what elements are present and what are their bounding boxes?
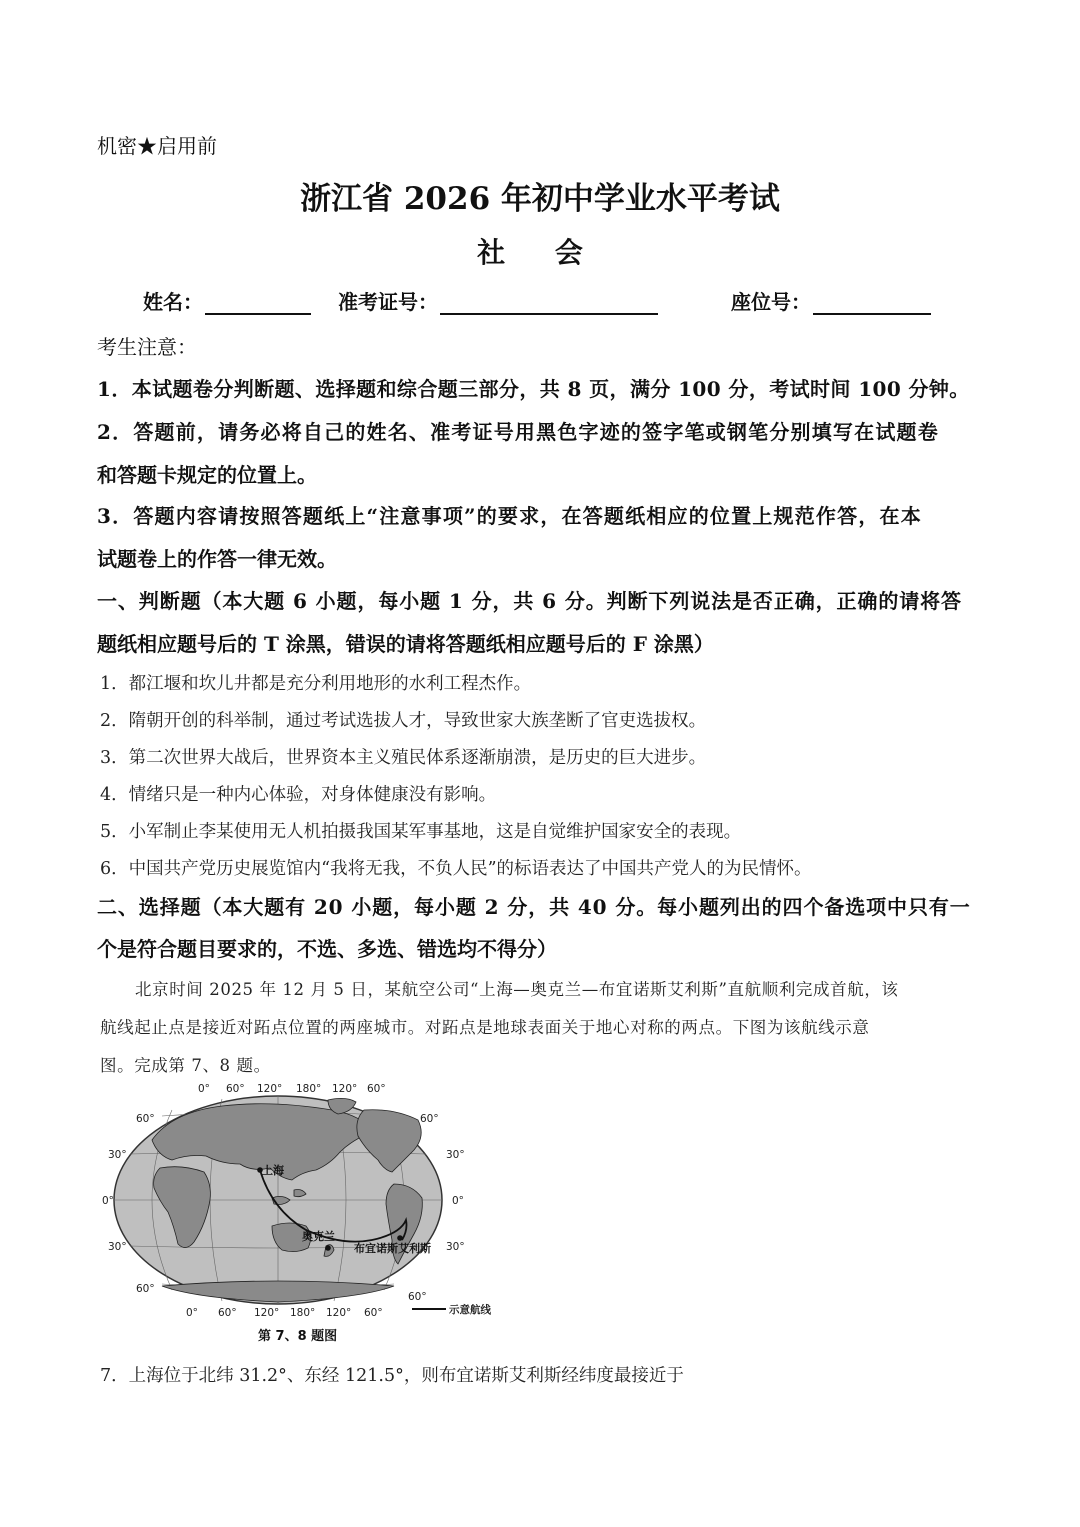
seat-field: [731, 286, 931, 315]
map-lat-right-label: 60°: [408, 1291, 427, 1303]
map-lat-right-label: 30°: [446, 1149, 465, 1161]
notice-item-2-line-1: 2．答题前，请务必将自己的姓名、准考证号用黑色字迹的签字笔或钢笔分别填写在试题卷: [97, 420, 939, 444]
map-lat-right-label: 60°: [420, 1113, 439, 1125]
exam-title: 浙江省 2026 年初中学业水平考试: [300, 181, 780, 217]
judgment-question-5: 5．小军制止李某使用无人机拍摄我国某军事基地，这是自觉维护国家安全的表现。: [100, 822, 742, 842]
judgment-question-1: 1．都江堰和坎儿井都是充分利用地形的水利工程杰作。: [100, 674, 532, 694]
map-lat-right-label: 30°: [446, 1241, 465, 1253]
map-lon-top-label: 0°: [198, 1083, 210, 1095]
map-city-buenos-aires: 布宜诺斯艾利斯: [354, 1242, 431, 1255]
section-1-heading-line-1: 一、判断题（本大题 6 小题，每小题 1 分，共 6 分。判断下列说法是否正确，正确的请将答: [97, 589, 962, 613]
map-lat-left-label: 30°: [108, 1149, 127, 1161]
judgment-question-6: 6．中国共产党历史展览馆内“我将无我，不负人民”的标语表达了中国共产党人的为民情怀。: [100, 859, 812, 879]
seat-label: 座位号：: [731, 290, 811, 314]
section-2-heading-line-1: 二、选择题（本大题有 20 小题，每小题 2 分，共 40 分。每小题列出的四个备选项中只有一: [97, 895, 971, 919]
map-lon-top-label: 60°: [226, 1083, 245, 1095]
map-lon-top-label: 120°: [257, 1083, 283, 1095]
map-lon-bottom-label: 120°: [254, 1307, 280, 1319]
map-lat-left-label: 30°: [108, 1241, 127, 1253]
seat-blank: [813, 291, 931, 315]
notice-item-3-line-2: 试题卷上的作答一律无效。: [97, 547, 337, 571]
exam-id-field: [338, 286, 658, 315]
notice-item-3-line-1: 3．答题内容请按照答题纸上“注意事项”的要求，在答题纸相应的位置上规范作答，在本: [97, 504, 922, 528]
route-map-figure: [102, 1080, 491, 1350]
exam-id-label: 准考证号：: [338, 290, 438, 314]
route-map: [102, 1080, 491, 1350]
map-lon-bottom-label: 60°: [218, 1307, 237, 1319]
passage-line-1: 北京时间 2025 年 12 月 5 日，某航空公司“上海—奥克兰—布宜诺斯艾利斯”直航顺利完成首航，该: [135, 980, 899, 999]
map-lon-bottom-label: 60°: [364, 1307, 383, 1319]
section-2-heading-line-2: 个是符合题目要求的，不选、多选、错选均不得分）: [97, 937, 557, 961]
map-lat-right-label: 0°: [452, 1195, 464, 1207]
judgment-question-2: 2．隋朝开创的科举制，通过考试选拔人才，导致世家大族垄断了官吏选拔权。: [100, 711, 707, 731]
map-lon-top-label: 180°: [296, 1083, 322, 1095]
judgment-question-4: 4．情绪只是一种内心体验，对身体健康没有影响。: [100, 785, 497, 805]
notice-heading: 考生注意：: [97, 335, 197, 359]
map-caption: 第 7、8 题图: [258, 1329, 338, 1344]
name-label: 姓名：: [143, 290, 203, 314]
map-city-auckland: 奥克兰: [302, 1230, 335, 1243]
map-lat-left-label: 0°: [102, 1195, 114, 1207]
map-lat-left-label: 60°: [136, 1283, 155, 1295]
exam-subject: 社 会: [477, 236, 603, 269]
notice-item-1: 1．本试题卷分判断题、选择题和综合题三部分，共 8 页，满分 100 分，考试时间 100 分钟。: [97, 377, 970, 401]
map-lon-top-label: 60°: [367, 1083, 386, 1095]
map-lon-bottom-label: 120°: [326, 1307, 352, 1319]
name-blank: [205, 291, 311, 315]
name-field: [143, 286, 311, 315]
notice-item-2-line-2: 和答题卡规定的位置上。: [97, 463, 317, 487]
passage-line-3: 图。完成第 7、8 题。: [100, 1056, 271, 1075]
map-lon-top-label: 120°: [332, 1083, 358, 1095]
confidential-label: 机密★启用前: [97, 134, 217, 158]
passage-line-2: 航线起止点是接近对跖点位置的两座城市。对跖点是地球表面关于地心对称的两点。下图为该航线示意: [100, 1018, 870, 1037]
map-legend-label: 示意航线: [449, 1304, 491, 1316]
map-lon-bottom-label: 0°: [186, 1307, 198, 1319]
map-city-shanghai: 上海: [262, 1164, 284, 1177]
question-7: 7．上海位于北纬 31.2°、东经 121.5°，则布宜诺斯艾利斯经纬度最接近于: [100, 1366, 684, 1386]
exam-id-blank: [440, 291, 658, 315]
map-buenos-aires-dot: [397, 1235, 403, 1241]
map-auckland-dot: [325, 1245, 331, 1251]
judgment-question-3: 3．第二次世界大战后，世界资本主义殖民体系逐渐崩溃，是历史的巨大进步。: [100, 748, 707, 768]
map-lat-left-label: 60°: [136, 1113, 155, 1125]
section-1-heading-line-2: 题纸相应题号后的 T 涂黑，错误的请将答题纸相应题号后的 F 涂黑）: [97, 632, 714, 656]
map-lon-bottom-label: 180°: [290, 1307, 316, 1319]
